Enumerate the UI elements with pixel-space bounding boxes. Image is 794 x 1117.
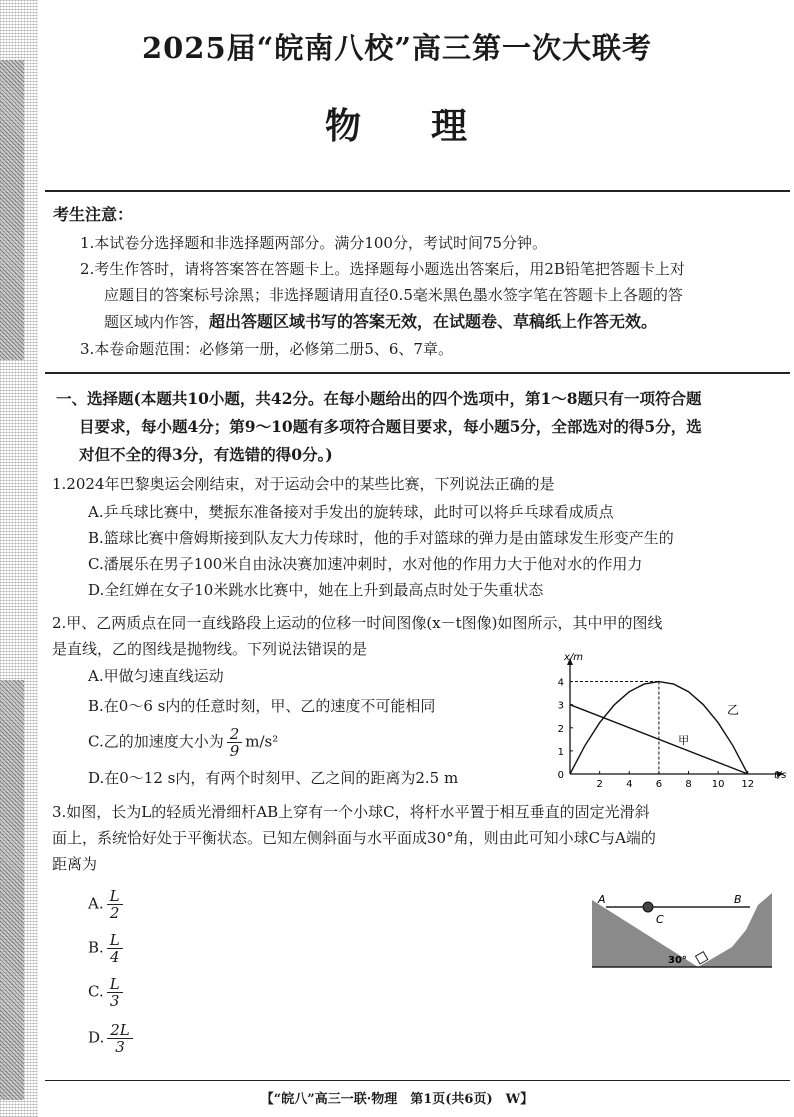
right-angle-mark — [696, 952, 708, 964]
label-b: B — [734, 893, 742, 906]
ball-c — [643, 902, 653, 912]
q2-option-c — [88, 726, 278, 759]
q3-d-num: 2L — [107, 1022, 133, 1039]
binding-strip-bottom — [0, 680, 24, 1100]
exam-title: 2025届“皖南八校”高三第一次大联考 — [141, 31, 653, 65]
label-angle: 30° — [668, 955, 687, 966]
series-label-0: 甲 — [678, 733, 690, 747]
q2-stem-1: 2.甲、乙两质点在同一直线路段上运动的位移一时间图像(x－t图像)如图所示，其中甲的图线 — [52, 614, 663, 632]
mid-rule — [45, 372, 790, 374]
q3-option-d-fraction — [107, 1022, 133, 1055]
q3-b-den: 4 — [110, 948, 120, 966]
notice-item-2-cont2 — [104, 309, 657, 335]
q3-d-den: 3 — [115, 1038, 125, 1056]
x-tick-label-12: 12 — [741, 779, 755, 790]
notice-item-1: 1.本试卷分选择题和非选择题两部分。满分100分，考试时间75分钟。 — [80, 234, 548, 252]
section-line-1: 一、选择题(本题共10小题，共42分。在每小题给出的四个选项中，第1～8题只有一项符合题 — [56, 389, 702, 408]
x-tick-label-6: 6 — [655, 779, 663, 790]
q2-option-d: D.在0～12 s内，有两个时刻甲、乙之间的距离为2.5 m — [88, 769, 459, 787]
section-line-2: 目要求，每小题4分；第9～10题有多项符合题目要求，每小题5分，全部选对的得5分，选 — [79, 417, 702, 436]
q3-option-b-fraction — [107, 932, 123, 965]
q1-option-a: A.乒乓球比赛中，樊振东准备接对手发出的旋转球，此时可以将乒乓球看成质点 — [88, 503, 614, 521]
page-footer: 【“皖八”高三一联·物理 第1页(共6页) W】 — [260, 1092, 534, 1107]
q3-option-a-label: A. — [88, 894, 104, 913]
footer-rule — [45, 1080, 790, 1081]
x-tick-label-8: 8 — [685, 779, 692, 790]
q2-stem-2: 是直线，乙的图线是抛物线。下列说法错误的是 — [52, 640, 368, 658]
notice-title: 考生注意： — [53, 205, 134, 224]
q3-option-a-fraction — [107, 888, 123, 921]
q3-option-c — [88, 976, 126, 1009]
q3-a-num: L — [107, 888, 123, 905]
q2-option-c-fraction — [227, 726, 243, 759]
notice-item-3: 3.本卷命题范围：必修第一册，必修第二册5、6、7章。 — [80, 340, 453, 358]
notice-item-2-plain: 题区域内作答， — [104, 313, 210, 331]
label-a: A — [598, 893, 606, 906]
x-axis-label: t/s — [774, 770, 787, 781]
label-c: C — [656, 913, 664, 926]
q1-option-b: B.篮球比赛中詹姆斯接到队友大力传球时，他的手对篮球的弹力是由篮球发生形变产生的 — [88, 529, 674, 547]
q1-option-c: C.潘展乐在男子100米自由泳决赛加速冲刺时，水对他的作用力大于他对水的作用力 — [88, 555, 643, 573]
x-tick-label-2: 2 — [596, 779, 603, 790]
x-tick-label-10: 10 — [711, 779, 725, 790]
subject-char-2: 理 — [431, 105, 470, 147]
y-axis-label: x/m — [564, 652, 584, 663]
q3-option-c-fraction — [107, 976, 123, 1009]
q1-stem: 1.2024年巴黎奥运会刚结束，对于运动会中的某些比赛，下列说法正确的是 — [52, 475, 555, 493]
q3-incline-figure — [582, 885, 782, 973]
q3-stem-1: 3.如图，长为L的轻质光滑细杆AB上穿有一个小球C，将杆水平置于相互垂直的固定光滑斜 — [52, 803, 650, 821]
y-tick-label-1: 1 — [557, 746, 564, 758]
q2-option-c-unit: m/s² — [245, 732, 279, 751]
y-tick-label-2: 2 — [557, 723, 564, 735]
q2-option-b: B.在0～6 s内的任意时刻，甲、乙的速度不可能相同 — [88, 697, 436, 715]
q3-option-a — [88, 888, 126, 921]
q3-stem-2: 面上，系统恰好处于平衡状态。已知左侧斜面与水平面成30°角，则由此可知小球C与A端的 — [52, 829, 656, 847]
y-tick-label-3: 3 — [557, 700, 564, 712]
notice-item-2-emphasis: 超出答题区域书写的答案无效，在试题卷、草稿纸上作答无效。 — [209, 312, 658, 331]
q3-option-c-label: C. — [88, 982, 104, 1001]
series-label-1: 乙 — [727, 702, 740, 717]
q2-frac-num: 2 — [227, 726, 243, 743]
q2-option-c-text: C.乙的加速度大小为 — [88, 732, 224, 751]
section-line-3: 对但不全的得3分，有选错的得0分。) — [79, 445, 333, 464]
q3-option-b — [88, 932, 126, 965]
q3-option-b-label: B. — [88, 938, 104, 957]
q3-c-den: 3 — [109, 992, 120, 1010]
x-tick-label-4: 4 — [626, 779, 633, 790]
subject-title — [0, 98, 794, 149]
q3-a-den: 2 — [109, 904, 120, 922]
notice-item-2: 2.考生作答时，请将答案答在答题卡上。选择题每小题选出答案后，用2B铅笔把答题卡上对 — [80, 260, 685, 278]
y-tick-label-4: 4 — [557, 677, 564, 689]
notice-item-2-cont: 应题目的答案标号涂黑；非选择题请用直径0.5毫米黑色墨水签字笔在答题卡上各题的答 — [104, 286, 683, 304]
q3-b-num: L — [107, 932, 123, 949]
y-tick-label-0: 0 — [557, 770, 564, 781]
q3-stem-3: 距离为 — [52, 855, 98, 873]
top-rule — [45, 190, 790, 192]
q1-option-d: D.全红婵在女子10米跳水比赛中，她在上升到最高点时处于失重状态 — [88, 581, 544, 599]
subject-char-1: 物 — [324, 105, 363, 147]
q3-option-d-label: D. — [88, 1028, 105, 1047]
q2-xt-chart — [548, 652, 794, 808]
q2-frac-den: 9 — [229, 742, 240, 760]
q3-c-num: L — [107, 976, 123, 993]
q3-option-d — [88, 1022, 136, 1055]
q2-option-a: A.甲做匀速直线运动 — [88, 667, 224, 685]
